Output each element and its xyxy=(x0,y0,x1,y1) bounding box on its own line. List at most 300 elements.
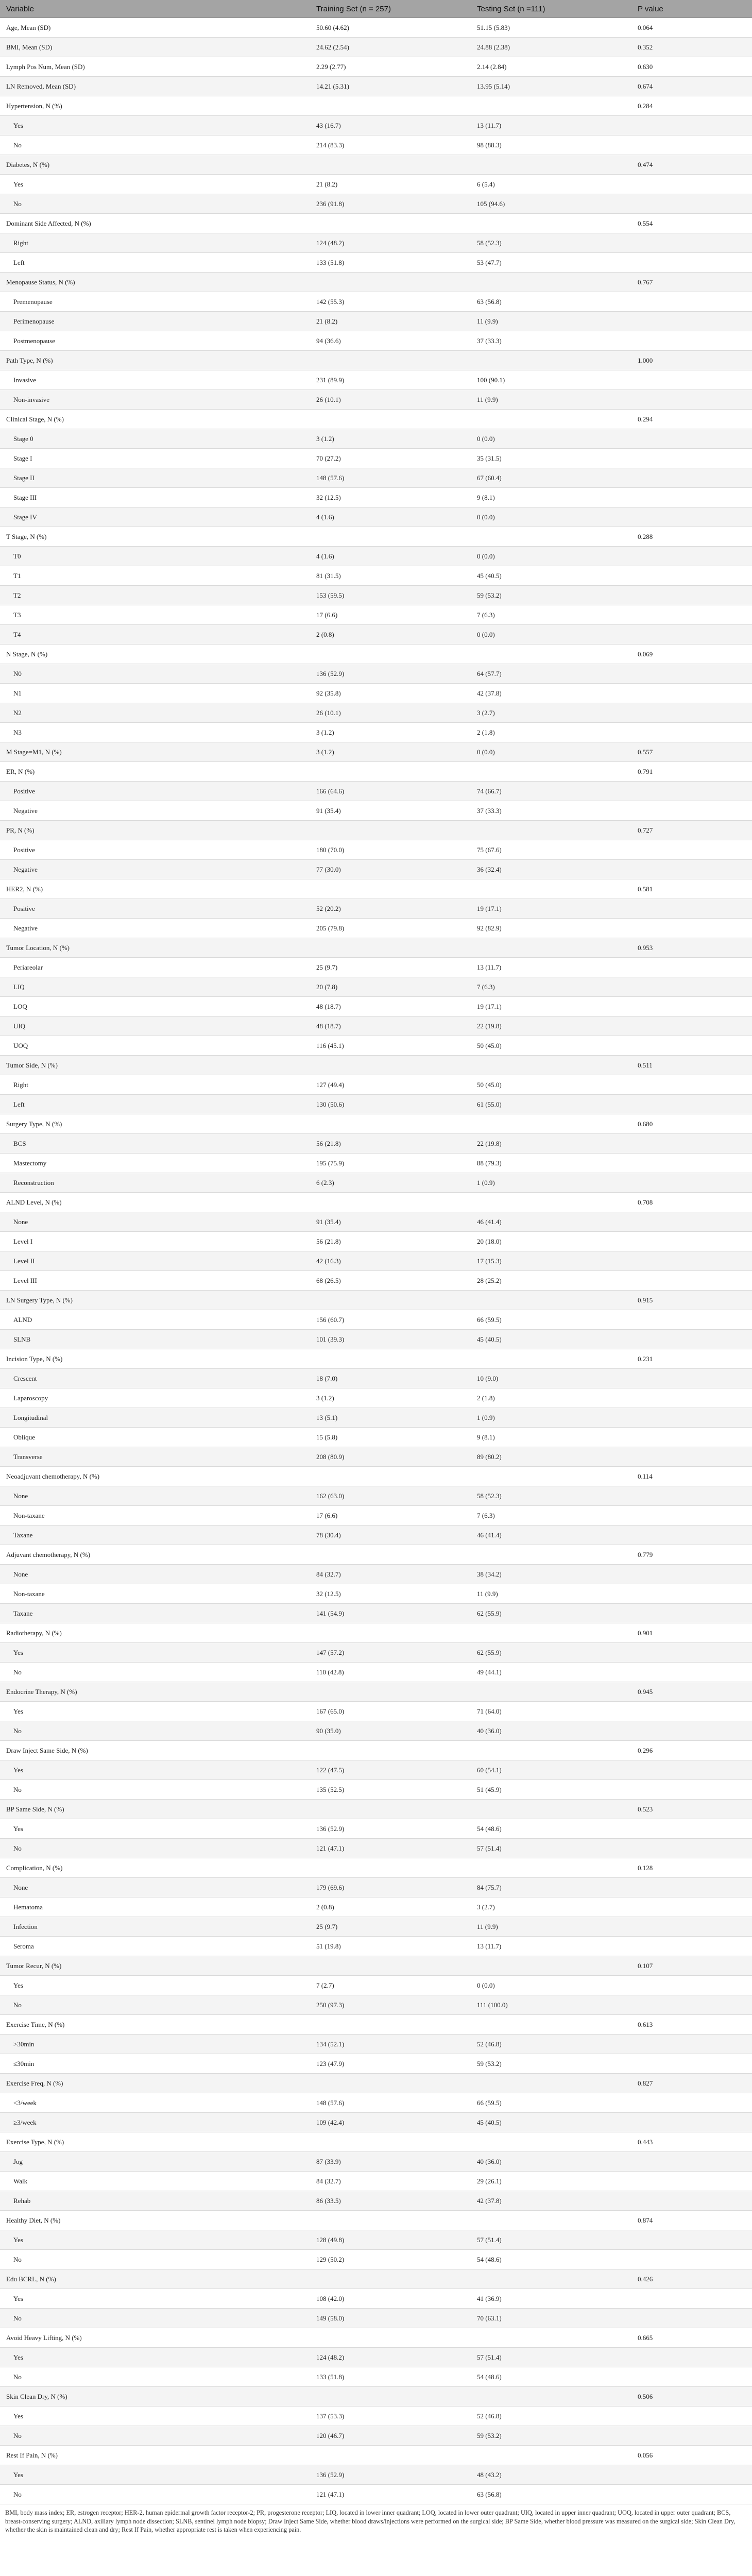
table-row xyxy=(0,742,752,762)
cell-training: 3 (1.2) xyxy=(310,429,471,449)
cell-training xyxy=(310,214,471,233)
table-row xyxy=(0,331,752,351)
table-row xyxy=(0,586,752,605)
cell-variable: Mastectomy xyxy=(0,1154,310,1173)
cell-training xyxy=(310,1545,471,1565)
cell-testing xyxy=(471,1741,631,1760)
table-row xyxy=(0,821,752,840)
table-row xyxy=(0,2309,752,2328)
cell-testing: 13 (11.7) xyxy=(471,1937,631,1956)
cell-training xyxy=(310,1193,471,1212)
cell-variable: Lymph Pos Num, Mean (SD) xyxy=(0,57,310,77)
table-row xyxy=(0,2191,752,2211)
cell-variable: Avoid Heavy Lifting, N (%) xyxy=(0,2328,310,2348)
table-row xyxy=(0,1036,752,1056)
cell-p-value xyxy=(631,175,752,194)
cell-testing: 13.95 (5.14) xyxy=(471,77,631,96)
cell-training: 130 (50.6) xyxy=(310,1095,471,1114)
table-row xyxy=(0,664,752,684)
cell-p-value xyxy=(631,1878,752,1897)
table-row xyxy=(0,2426,752,2446)
cell-training: 24.62 (2.54) xyxy=(310,38,471,57)
cell-p-value: 0.680 xyxy=(631,1114,752,1134)
cell-p-value: 0.231 xyxy=(631,1349,752,1369)
cell-testing: 63 (56.8) xyxy=(471,2485,631,2504)
cell-p-value xyxy=(631,2152,752,2172)
table-row xyxy=(0,625,752,645)
cell-variable: Exercise Type, N (%) xyxy=(0,2132,310,2152)
table-row xyxy=(0,997,752,1016)
cell-training xyxy=(310,1114,471,1134)
table-row xyxy=(0,527,752,547)
table-row xyxy=(0,2289,752,2309)
cell-testing: 84 (75.7) xyxy=(471,1878,631,1897)
cell-testing: 70 (63.1) xyxy=(471,2309,631,2328)
cell-variable: Negative xyxy=(0,919,310,938)
cell-p-value xyxy=(631,547,752,566)
cell-testing: 48 (43.2) xyxy=(471,2465,631,2485)
cell-testing: 66 (59.5) xyxy=(471,1310,631,1330)
cell-testing: 19 (17.1) xyxy=(471,899,631,919)
table-row xyxy=(0,1917,752,1937)
cell-p-value xyxy=(631,2230,752,2250)
cell-variable: N Stage, N (%) xyxy=(0,645,310,664)
cell-training xyxy=(310,879,471,899)
cell-testing: 11 (9.9) xyxy=(471,312,631,331)
cell-testing: 57 (51.4) xyxy=(471,2348,631,2367)
cell-training: 162 (63.0) xyxy=(310,1486,471,1506)
cell-variable: PR, N (%) xyxy=(0,821,310,840)
cell-testing: 75 (67.6) xyxy=(471,840,631,860)
cell-testing: 45 (40.5) xyxy=(471,1330,631,1349)
cell-training: 26 (10.1) xyxy=(310,703,471,723)
table-row xyxy=(0,1858,752,1878)
cell-p-value xyxy=(631,566,752,586)
cell-variable: T3 xyxy=(0,605,310,625)
cell-p-value: 0.426 xyxy=(631,2269,752,2289)
cell-testing: 57 (51.4) xyxy=(471,1839,631,1858)
cell-training: 236 (91.8) xyxy=(310,194,471,214)
cell-p-value xyxy=(631,1330,752,1349)
cell-testing: 42 (37.8) xyxy=(471,2191,631,2211)
header-variable: Variable xyxy=(0,0,310,18)
cell-p-value: 0.107 xyxy=(631,1956,752,1976)
cell-testing: 45 (40.5) xyxy=(471,566,631,586)
cell-testing: 54 (48.6) xyxy=(471,2367,631,2387)
table-row xyxy=(0,2172,752,2191)
table-row xyxy=(0,1291,752,1310)
cell-testing: 2 (1.8) xyxy=(471,1388,631,1408)
cell-p-value xyxy=(631,2406,752,2426)
cell-variable: UOQ xyxy=(0,1036,310,1056)
cell-p-value: 0.953 xyxy=(631,938,752,958)
cell-p-value xyxy=(631,331,752,351)
table-row xyxy=(0,1154,752,1173)
cell-training: 134 (52.1) xyxy=(310,2035,471,2054)
table-row xyxy=(0,1467,752,1486)
cell-p-value: 0.352 xyxy=(631,38,752,57)
cell-training: 142 (55.3) xyxy=(310,292,471,312)
cell-training xyxy=(310,96,471,116)
cell-training: 56 (21.8) xyxy=(310,1232,471,1251)
cell-testing: 89 (80.2) xyxy=(471,1447,631,1467)
cell-variable: No xyxy=(0,2485,310,2504)
cell-variable: Periareolar xyxy=(0,958,310,977)
table-row xyxy=(0,1565,752,1584)
cell-p-value xyxy=(631,1036,752,1056)
table-row xyxy=(0,1232,752,1251)
cell-variable: No xyxy=(0,2250,310,2269)
cell-testing xyxy=(471,938,631,958)
table-row xyxy=(0,488,752,507)
cell-training: 13 (5.1) xyxy=(310,1408,471,1428)
cell-p-value xyxy=(631,135,752,155)
cell-training xyxy=(310,1291,471,1310)
cell-training xyxy=(310,1056,471,1075)
cell-p-value xyxy=(631,1917,752,1937)
cell-training: 15 (5.8) xyxy=(310,1428,471,1447)
table-row xyxy=(0,1956,752,1976)
table-row xyxy=(0,879,752,899)
cell-training: 3 (1.2) xyxy=(310,742,471,762)
cell-variable: Radiotherapy, N (%) xyxy=(0,1623,310,1643)
cell-training xyxy=(310,2328,471,2348)
cell-training: 18 (7.0) xyxy=(310,1369,471,1388)
table-row xyxy=(0,2250,752,2269)
cell-training xyxy=(310,762,471,782)
table-row xyxy=(0,1682,752,1702)
cell-testing xyxy=(471,1467,631,1486)
cell-training: 133 (51.8) xyxy=(310,2367,471,2387)
cell-training: 195 (75.9) xyxy=(310,1154,471,1173)
table-row xyxy=(0,410,752,429)
cell-testing: 59 (53.2) xyxy=(471,2426,631,2446)
cell-p-value: 0.901 xyxy=(631,1623,752,1643)
cell-training: 17 (6.6) xyxy=(310,1506,471,1526)
cell-variable: Tumor Recur, N (%) xyxy=(0,1956,310,1976)
cell-testing: 74 (66.7) xyxy=(471,782,631,801)
cell-testing xyxy=(471,155,631,175)
cell-p-value xyxy=(631,1232,752,1251)
cell-variable: T1 xyxy=(0,566,310,586)
cell-variable: Level III xyxy=(0,1271,310,1291)
cell-training: 128 (49.8) xyxy=(310,2230,471,2250)
cell-variable: Yes xyxy=(0,1643,310,1663)
cell-variable: <3/week xyxy=(0,2093,310,2113)
cell-testing: 17 (15.3) xyxy=(471,1251,631,1271)
cell-variable: LOQ xyxy=(0,997,310,1016)
cell-p-value xyxy=(631,1721,752,1741)
table-row xyxy=(0,2367,752,2387)
cell-testing: 24.88 (2.38) xyxy=(471,38,631,57)
cell-testing: 35 (31.5) xyxy=(471,449,631,468)
cell-variable: N1 xyxy=(0,684,310,703)
cell-p-value xyxy=(631,1075,752,1095)
cell-p-value xyxy=(631,1604,752,1623)
cell-p-value xyxy=(631,1428,752,1447)
cell-testing: 41 (36.9) xyxy=(471,2289,631,2309)
cell-variable: Transverse xyxy=(0,1447,310,1467)
cell-variable: Perimenopause xyxy=(0,312,310,331)
table-row xyxy=(0,390,752,410)
cell-variable: BMI, Mean (SD) xyxy=(0,38,310,57)
cell-training xyxy=(310,273,471,292)
table-row xyxy=(0,1447,752,1467)
cell-p-value xyxy=(631,1643,752,1663)
cell-variable: Level I xyxy=(0,1232,310,1251)
cell-variable: Yes xyxy=(0,116,310,135)
cell-training: 180 (70.0) xyxy=(310,840,471,860)
cell-testing xyxy=(471,2328,631,2348)
cell-variable: Postmenopause xyxy=(0,331,310,351)
cell-p-value xyxy=(631,2191,752,2211)
cell-p-value xyxy=(631,1584,752,1604)
cell-testing: 66 (59.5) xyxy=(471,2093,631,2113)
cell-testing xyxy=(471,2269,631,2289)
cell-testing: 37 (33.3) xyxy=(471,331,631,351)
table-row xyxy=(0,860,752,879)
cell-training: 167 (65.0) xyxy=(310,1702,471,1721)
cell-p-value: 0.128 xyxy=(631,1858,752,1878)
cell-testing: 52 (46.8) xyxy=(471,2035,631,2054)
cell-variable: Laparoscopy xyxy=(0,1388,310,1408)
cell-training: 6 (2.3) xyxy=(310,1173,471,1193)
cell-training: 32 (12.5) xyxy=(310,488,471,507)
cell-variable: No xyxy=(0,2426,310,2446)
cell-variable: Yes xyxy=(0,2465,310,2485)
cell-variable: Dominant Side Affected, N (%) xyxy=(0,214,310,233)
cell-training xyxy=(310,1623,471,1643)
table-row xyxy=(0,1526,752,1545)
cell-variable: Non-invasive xyxy=(0,390,310,410)
cell-p-value: 0.665 xyxy=(631,2328,752,2348)
cell-variable: Yes xyxy=(0,2348,310,2367)
cell-p-value xyxy=(631,1760,752,1780)
cell-p-value xyxy=(631,2309,752,2328)
cell-training: 17 (6.6) xyxy=(310,605,471,625)
table-row xyxy=(0,233,752,253)
cell-p-value: 0.767 xyxy=(631,273,752,292)
cell-p-value xyxy=(631,703,752,723)
cell-variable: M Stage=M1, N (%) xyxy=(0,742,310,762)
cell-training: 78 (30.4) xyxy=(310,1526,471,1545)
table-row xyxy=(0,1780,752,1800)
table-row xyxy=(0,977,752,997)
cell-p-value xyxy=(631,1408,752,1428)
table-row xyxy=(0,782,752,801)
cell-training: 92 (35.8) xyxy=(310,684,471,703)
cell-training: 43 (16.7) xyxy=(310,116,471,135)
cell-training xyxy=(310,2446,471,2465)
table-row xyxy=(0,194,752,214)
cell-variable: None xyxy=(0,1878,310,1897)
cell-training: 56 (21.8) xyxy=(310,1134,471,1154)
table-row xyxy=(0,958,752,977)
cell-variable: T0 xyxy=(0,547,310,566)
cell-variable: Yes xyxy=(0,175,310,194)
cell-variable: HER2, N (%) xyxy=(0,879,310,899)
cell-testing: 88 (79.3) xyxy=(471,1154,631,1173)
cell-testing: 20 (18.0) xyxy=(471,1232,631,1251)
cell-variable: Yes xyxy=(0,2289,310,2309)
cell-testing: 2.14 (2.84) xyxy=(471,57,631,77)
table-row xyxy=(0,1369,752,1388)
cell-testing: 67 (60.4) xyxy=(471,468,631,488)
cell-training xyxy=(310,351,471,370)
cell-testing xyxy=(471,2446,631,2465)
cell-p-value xyxy=(631,723,752,742)
cell-training xyxy=(310,1800,471,1819)
cell-variable: No xyxy=(0,1995,310,2015)
cell-training: 214 (83.3) xyxy=(310,135,471,155)
cell-variable: Healthy Diet, N (%) xyxy=(0,2211,310,2230)
table-row xyxy=(0,2152,752,2172)
cell-variable: Exercise Freq, N (%) xyxy=(0,2074,310,2093)
cell-variable: Right xyxy=(0,1075,310,1095)
cell-p-value xyxy=(631,684,752,703)
cell-variable: BP Same Side, N (%) xyxy=(0,1800,310,1819)
cell-p-value xyxy=(631,1780,752,1800)
table-row xyxy=(0,1212,752,1232)
cell-p-value xyxy=(631,977,752,997)
table-row xyxy=(0,1388,752,1408)
cell-variable: Stage III xyxy=(0,488,310,507)
cell-variable: Tumor Side, N (%) xyxy=(0,1056,310,1075)
cell-variable: Infection xyxy=(0,1917,310,1937)
cell-variable: No xyxy=(0,194,310,214)
table-row xyxy=(0,2054,752,2074)
cell-testing: 51 (45.9) xyxy=(471,1780,631,1800)
cell-training: 20 (7.8) xyxy=(310,977,471,997)
cell-variable: Edu BCRL, N (%) xyxy=(0,2269,310,2289)
cell-testing: 54 (48.6) xyxy=(471,1819,631,1839)
cell-variable: Premenopause xyxy=(0,292,310,312)
cell-variable: Path Type, N (%) xyxy=(0,351,310,370)
cell-testing: 51.15 (5.83) xyxy=(471,18,631,38)
table-row xyxy=(0,253,752,273)
cell-training: 148 (57.6) xyxy=(310,468,471,488)
cell-training: 2.29 (2.77) xyxy=(310,57,471,77)
table-row xyxy=(0,605,752,625)
table-footnote: BMI, body mass index; ER, estrogen receptor; HER-2, human epidermal growth factor receptor-2; PR, progesterone receptor; LIQ, located in lower inner quadrant; LOQ, located in lower outer quadrant; UIQ, located in upper inner quadrant; UOQ, located in upper outer quadrant; BCS, breast-conserving surgery; ALND, axillary lymph node dissection; SLNB, sentinel lymph node biopsy; Draw Inject Same Side, whether blood draws/injections were performed on the surgical side; BP Same Side, whether blood pressure was measured on the surgical side; Skin Clean Dry, whether the skin is maintained clean and dry; Rest If Pain, whether appropriate rest is taken when experiencing pain. xyxy=(5,2509,736,2533)
cell-testing: 40 (36.0) xyxy=(471,1721,631,1741)
cell-training: 109 (42.4) xyxy=(310,2113,471,2132)
cell-variable: SLNB xyxy=(0,1330,310,1349)
cell-variable: Stage 0 xyxy=(0,429,310,449)
cell-training: 153 (59.5) xyxy=(310,586,471,605)
cell-testing: 13 (11.7) xyxy=(471,116,631,135)
cell-variable: Yes xyxy=(0,2230,310,2250)
table-row xyxy=(0,116,752,135)
cell-p-value xyxy=(631,1819,752,1839)
cell-training: 156 (60.7) xyxy=(310,1310,471,1330)
cell-testing: 1 (0.9) xyxy=(471,1408,631,1428)
cell-p-value: 0.708 xyxy=(631,1193,752,1212)
cell-p-value: 0.064 xyxy=(631,18,752,38)
cell-variable: Rest If Pain, N (%) xyxy=(0,2446,310,2465)
table-row xyxy=(0,175,752,194)
cell-variable: ≤30min xyxy=(0,2054,310,2074)
cell-p-value xyxy=(631,1251,752,1271)
cell-p-value: 0.443 xyxy=(631,2132,752,2152)
cell-testing: 63 (56.8) xyxy=(471,292,631,312)
table-row xyxy=(0,214,752,233)
cell-p-value xyxy=(631,2054,752,2074)
table-row xyxy=(0,1623,752,1643)
cell-training xyxy=(310,410,471,429)
cell-training: 26 (10.1) xyxy=(310,390,471,410)
cell-testing xyxy=(471,1858,631,1878)
table-row xyxy=(0,1721,752,1741)
cell-testing xyxy=(471,2074,631,2093)
cell-p-value xyxy=(631,116,752,135)
cell-training: 122 (47.5) xyxy=(310,1760,471,1780)
cell-testing: 50 (45.0) xyxy=(471,1075,631,1095)
cell-variable: Left xyxy=(0,253,310,273)
cell-p-value xyxy=(631,1369,752,1388)
table-row xyxy=(0,684,752,703)
cell-p-value xyxy=(631,919,752,938)
cell-training: 91 (35.4) xyxy=(310,1212,471,1232)
cell-training: 14.21 (5.31) xyxy=(310,77,471,96)
cell-variable: No xyxy=(0,2309,310,2328)
cell-variable: N0 xyxy=(0,664,310,684)
cell-variable: Non-taxane xyxy=(0,1584,310,1604)
table-row xyxy=(0,2269,752,2289)
cell-training: 129 (50.2) xyxy=(310,2250,471,2269)
table-row xyxy=(0,938,752,958)
cell-variable: Yes xyxy=(0,1702,310,1721)
cell-variable: N2 xyxy=(0,703,310,723)
table-row xyxy=(0,1193,752,1212)
cell-p-value xyxy=(631,2485,752,2504)
cell-p-value xyxy=(631,664,752,684)
cell-variable: Tumor Location, N (%) xyxy=(0,938,310,958)
cell-testing: 0 (0.0) xyxy=(471,742,631,762)
cell-testing xyxy=(471,410,631,429)
cell-testing xyxy=(471,1349,631,1369)
cell-variable: Exercise Time, N (%) xyxy=(0,2015,310,2035)
cell-variable: >30min xyxy=(0,2035,310,2054)
cell-training xyxy=(310,1467,471,1486)
cell-testing: 3 (2.7) xyxy=(471,1897,631,1917)
cell-training: 86 (33.5) xyxy=(310,2191,471,2211)
table-row xyxy=(0,370,752,390)
cell-testing xyxy=(471,96,631,116)
cell-testing xyxy=(471,214,631,233)
table-row xyxy=(0,2328,752,2348)
cell-p-value xyxy=(631,449,752,468)
cell-testing: 36 (32.4) xyxy=(471,860,631,879)
table-row xyxy=(0,135,752,155)
cell-variable: No xyxy=(0,1721,310,1741)
table-row xyxy=(0,155,752,175)
cell-variable: None xyxy=(0,1212,310,1232)
cell-testing xyxy=(471,1545,631,1565)
table-row xyxy=(0,801,752,821)
cell-variable: No xyxy=(0,1663,310,1682)
cell-testing: 7 (6.3) xyxy=(471,1506,631,1526)
cell-testing xyxy=(471,2015,631,2035)
cell-p-value xyxy=(631,1154,752,1173)
cell-testing: 7 (6.3) xyxy=(471,977,631,997)
cell-testing: 11 (9.9) xyxy=(471,390,631,410)
cell-training: 81 (31.5) xyxy=(310,566,471,586)
cell-testing: 29 (26.1) xyxy=(471,2172,631,2191)
cell-training: 124 (48.2) xyxy=(310,233,471,253)
cell-testing: 3 (2.7) xyxy=(471,703,631,723)
table-row xyxy=(0,507,752,527)
